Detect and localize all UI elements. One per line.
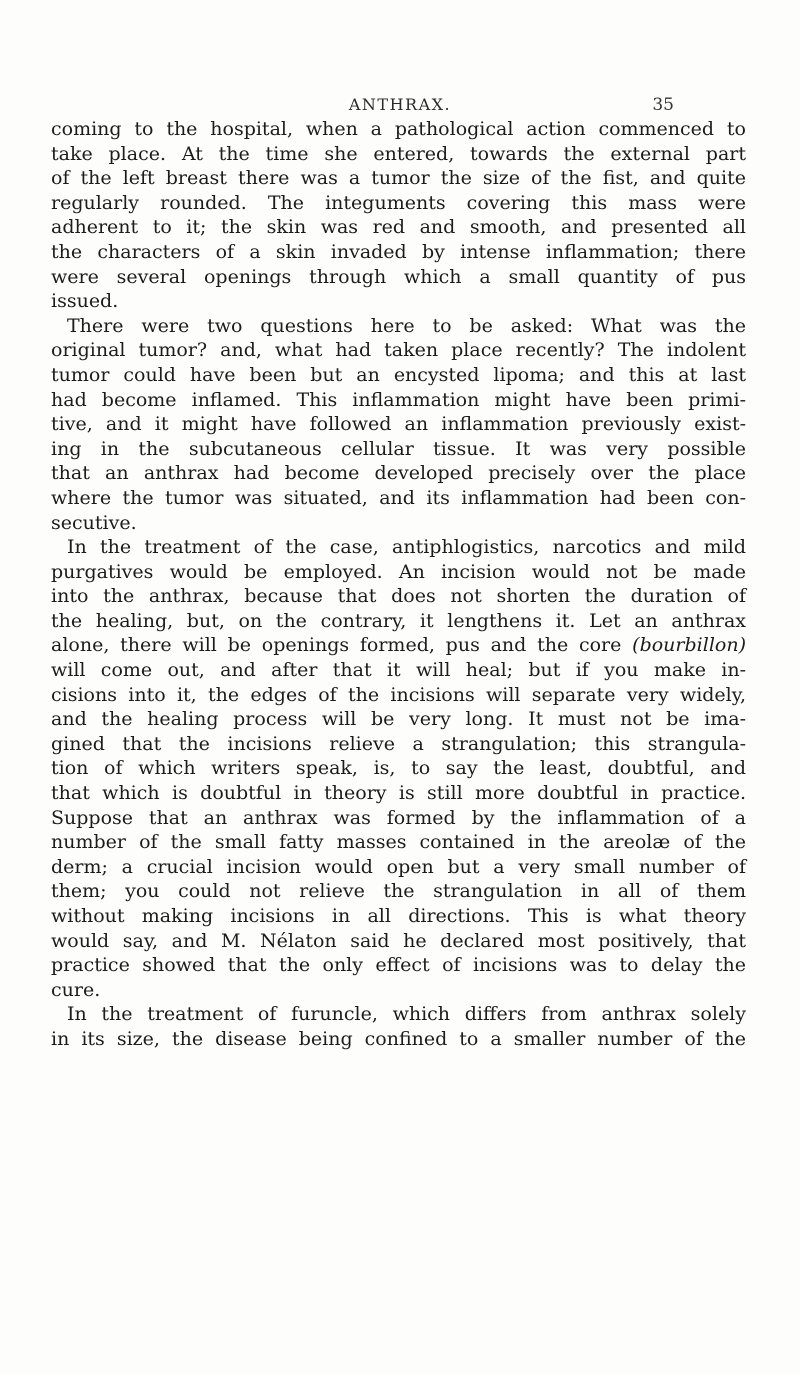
text-line bbox=[51, 1027, 746, 1052]
line-text: tumor could have been but an encysted lipoma; and this at last bbox=[51, 363, 746, 386]
text-line bbox=[51, 584, 746, 609]
text-line bbox=[51, 437, 746, 462]
text-line bbox=[51, 461, 746, 486]
line-text: gined that the incisions relieve a strangulation; this strangula- bbox=[51, 732, 746, 755]
paragraph-first-line bbox=[51, 314, 746, 339]
text-line bbox=[51, 486, 746, 511]
text-line bbox=[51, 830, 746, 855]
line-text: tion of which writers speak, is, to say the least, doubtful, and bbox=[51, 757, 746, 780]
line-text: secutive. bbox=[51, 511, 137, 534]
text-line bbox=[51, 732, 746, 757]
text-line bbox=[51, 191, 746, 216]
line-text: the characters of a skin invaded by intense inflammation; there bbox=[51, 240, 746, 263]
running-head bbox=[0, 95, 800, 119]
text-line bbox=[51, 633, 746, 658]
line-text: that an anthrax had become developed precisely over the place bbox=[51, 462, 746, 485]
text-line bbox=[51, 388, 746, 413]
line-text: cure. bbox=[51, 978, 101, 1001]
line-text: There were two questions here to be asked: What was the bbox=[67, 314, 746, 337]
line-text: issued. bbox=[51, 290, 119, 313]
line-text: were several openings through which a small quantity of pus bbox=[51, 265, 746, 288]
line-text: cisions into it, the edges of the incisions will separate very widely, bbox=[51, 683, 746, 706]
line-text: where the tumor was situated, and its inflammation had been con- bbox=[51, 486, 746, 509]
text-line bbox=[51, 412, 746, 437]
line-text: regularly rounded. The integuments covering this mass were bbox=[51, 191, 746, 214]
line-text: original tumor? and, what had taken place recently? The indolent bbox=[51, 339, 746, 362]
text-line bbox=[51, 240, 746, 265]
line-text: that which is doubtful in theory is still more doubtful in practice. bbox=[51, 782, 746, 805]
line-text: and the healing process will be very long. It must not be ima- bbox=[51, 708, 746, 731]
text-line bbox=[51, 658, 746, 683]
text-line bbox=[51, 904, 746, 929]
line-text: of the left breast there was a tumor the size of the fist, and quite bbox=[51, 167, 746, 190]
line-text: In the treatment of furuncle, which differs from anthrax solely bbox=[67, 1003, 746, 1026]
line-text: take place. At the time she entered, towards the external part bbox=[51, 142, 746, 165]
line-text: practice showed that the only effect of incisions was to delay the bbox=[51, 954, 746, 977]
page-number: 35 bbox=[652, 95, 674, 115]
paragraph-first-line bbox=[51, 1002, 746, 1027]
text-line bbox=[51, 879, 746, 904]
text-line bbox=[51, 338, 746, 363]
text-line bbox=[51, 289, 746, 314]
line-text: alone, there will be openings formed, pus and the core bbox=[51, 634, 622, 657]
text-line bbox=[51, 953, 746, 978]
text-line bbox=[51, 265, 746, 290]
line-text: in its size, the disease being confined to a smaller number of the bbox=[51, 1027, 746, 1050]
line-text: will come out, and after that it will heal; but if you make in- bbox=[51, 659, 746, 682]
paragraph-first-line bbox=[51, 535, 746, 560]
text-line bbox=[51, 609, 746, 634]
text-line bbox=[51, 707, 746, 732]
line-text: would say, and M. Nélaton said he declared most positively, that bbox=[51, 929, 746, 952]
line-text: coming to the hospital, when a pathological action commenced to bbox=[51, 118, 746, 140]
text-line bbox=[51, 511, 746, 536]
text-line bbox=[51, 781, 746, 806]
text-line bbox=[51, 560, 746, 585]
text-line bbox=[51, 166, 746, 191]
line-text: adherent to it; the skin was red and smooth, and presented all bbox=[51, 216, 746, 239]
text-line bbox=[51, 117, 746, 142]
line-text: derm; a crucial incision would open but a very small number of bbox=[51, 855, 746, 878]
body-text bbox=[51, 117, 746, 1052]
italic-term: (bourbillon) bbox=[632, 634, 746, 657]
text-line bbox=[51, 215, 746, 240]
line-text: In the treatment of the case, antiphlogistics, narcotics and mild bbox=[67, 536, 746, 559]
line-text: into the anthrax, because that does not shorten the duration of bbox=[51, 585, 746, 608]
line-text: had become inflamed. This inflammation might have been primi- bbox=[51, 388, 746, 411]
line-text: purgatives would be employed. An incision would not be made bbox=[51, 560, 746, 583]
running-title: ANTHRAX. bbox=[348, 95, 452, 114]
line-text: the healing, but, on the contrary, it lengthens it. Let an anthrax bbox=[51, 609, 746, 632]
text-line bbox=[51, 756, 746, 781]
text-line bbox=[51, 363, 746, 388]
text-line bbox=[51, 929, 746, 954]
text-line bbox=[51, 855, 746, 880]
line-text: them; you could not relieve the strangulation in all of them bbox=[51, 880, 746, 903]
text-line bbox=[51, 142, 746, 167]
line-text: without making incisions in all directions. This is what theory bbox=[51, 905, 746, 927]
line-text: Suppose that an anthrax was formed by the inflammation of a bbox=[51, 806, 746, 829]
line-text: number of the small fatty masses contained in the areolæ of the bbox=[51, 831, 746, 854]
text-line bbox=[51, 806, 746, 831]
line-text: tive, and it might have followed an inflammation previously exist- bbox=[51, 413, 746, 436]
text-line bbox=[51, 683, 746, 708]
line-text: ing in the subcutaneous cellular tissue. It was very possible bbox=[51, 437, 746, 460]
text-line bbox=[51, 978, 746, 1003]
